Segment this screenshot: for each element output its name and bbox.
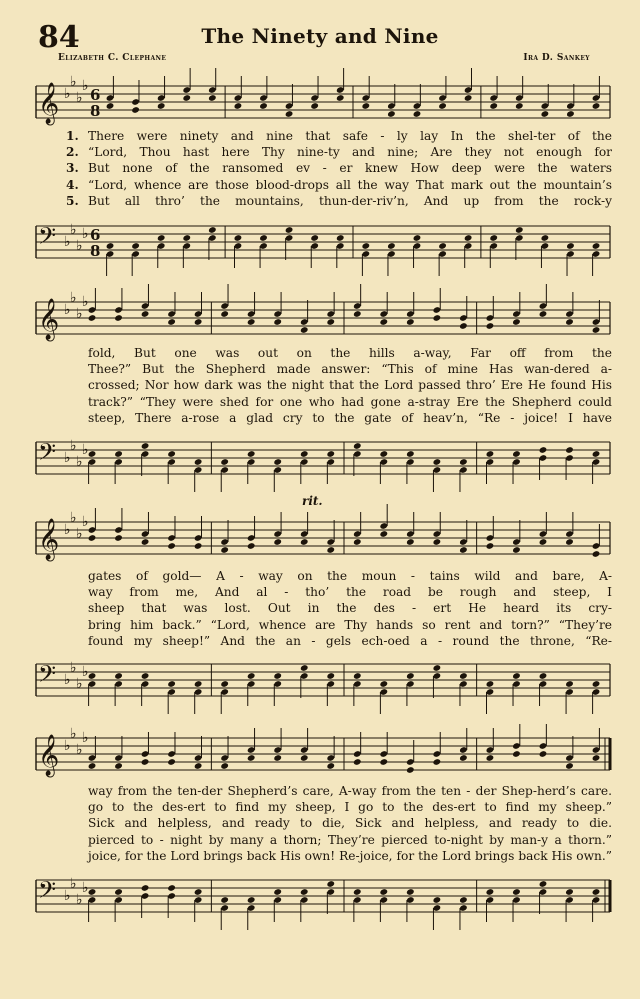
lyric-line: fold, But one was out on the hills a-way, Far off from the xyxy=(88,346,612,360)
lyric-line: track?” “They were shed for one who had gone a-stray Ere the Shepherd could xyxy=(88,394,612,409)
note-head xyxy=(326,672,335,680)
note-head xyxy=(379,530,388,538)
note-head xyxy=(433,896,442,904)
note-head xyxy=(539,310,548,318)
note-head xyxy=(592,450,601,458)
flat-icon: ♭ xyxy=(70,876,77,892)
note-head xyxy=(379,680,388,688)
flat-icon: ♭ xyxy=(76,742,83,758)
note-head xyxy=(539,446,548,454)
flat-icon: ♭ xyxy=(82,880,89,896)
note-head xyxy=(157,234,166,242)
note-head xyxy=(114,534,123,542)
note-head xyxy=(300,450,309,458)
flat-icon: ♭ xyxy=(82,514,89,530)
note-head xyxy=(336,234,345,242)
treble-clef-icon: 𝄞 xyxy=(38,83,60,124)
note-head xyxy=(459,754,468,762)
flat-icon: ♭ xyxy=(76,306,83,322)
note-head xyxy=(361,102,370,110)
note-head xyxy=(566,110,575,118)
author-credit: Elizabeth C. Clephane xyxy=(58,53,167,63)
time-signature-top: 6 xyxy=(90,226,101,244)
flat-icon: ♭ xyxy=(64,522,71,538)
treble-clef-icon: 𝄞 xyxy=(38,735,60,776)
flat-icon: ♭ xyxy=(76,526,83,542)
note-head xyxy=(273,458,282,466)
note-head xyxy=(379,318,388,326)
flat-icon: ♭ xyxy=(76,454,83,470)
lyrics-system-1 xyxy=(66,128,612,209)
note-head xyxy=(208,94,217,102)
note-head xyxy=(220,762,229,770)
note-head xyxy=(141,310,150,318)
note-head xyxy=(406,766,415,774)
note-head xyxy=(157,102,166,110)
treble-staff-system-1 xyxy=(0,72,640,134)
note-head xyxy=(300,754,309,762)
note-head xyxy=(114,450,123,458)
note-head xyxy=(433,314,442,322)
note-head xyxy=(234,102,243,110)
note-head xyxy=(512,888,521,896)
note-head xyxy=(486,754,495,762)
bass-clef-icon: 𝄢 xyxy=(38,438,57,471)
note-head xyxy=(326,880,335,888)
note-head xyxy=(273,538,282,546)
note-head xyxy=(300,888,309,896)
bass-staff-system-4 xyxy=(0,866,640,928)
lyrics-system-4 xyxy=(88,783,612,864)
note-head xyxy=(259,234,268,242)
flat-icon: ♭ xyxy=(64,234,71,250)
note-head xyxy=(326,762,335,770)
note-head xyxy=(326,450,335,458)
note-head xyxy=(353,442,362,450)
note-head xyxy=(512,672,521,680)
note-head xyxy=(512,546,521,554)
note-head xyxy=(300,664,309,672)
flat-icon: ♭ xyxy=(70,438,77,454)
note-head xyxy=(379,758,388,766)
lyrics-system-2 xyxy=(88,345,612,426)
note-head xyxy=(379,888,388,896)
flat-icon: ♭ xyxy=(64,450,71,466)
note-head xyxy=(194,888,203,896)
flat-icon: ♭ xyxy=(64,888,71,904)
note-head xyxy=(353,758,362,766)
lyric-line: gates of gold— A - way on the moun - tains wild and bare, A- xyxy=(88,569,612,583)
note-head xyxy=(273,754,282,762)
note-head xyxy=(220,458,229,466)
note-head xyxy=(459,546,468,554)
note-head xyxy=(438,102,447,110)
note-head xyxy=(167,680,176,688)
tempo-marking: rit. xyxy=(302,494,323,508)
note-head xyxy=(433,758,442,766)
note-head xyxy=(539,880,548,888)
flat-icon: ♭ xyxy=(70,726,77,742)
note-head xyxy=(464,94,473,102)
note-head xyxy=(273,318,282,326)
flat-icon: ♭ xyxy=(82,78,89,94)
note-head xyxy=(512,750,521,758)
bass-staff-system-3 xyxy=(0,650,640,712)
note-head xyxy=(247,318,256,326)
lyrics-system-3 xyxy=(88,568,612,649)
note-head xyxy=(565,538,574,546)
note-head xyxy=(167,758,176,766)
lyric-line: way from me, And al - tho’ the road be rough and steep, I xyxy=(88,585,612,600)
note-head xyxy=(486,450,495,458)
note-head xyxy=(566,242,575,250)
note-head xyxy=(541,110,550,118)
time-signature-bottom: 8 xyxy=(90,102,101,120)
flat-icon: ♭ xyxy=(76,238,83,254)
note-head xyxy=(141,538,150,546)
note-head xyxy=(208,226,217,234)
note-head xyxy=(300,326,309,334)
note-head xyxy=(592,242,601,250)
treble-staff-system-2 xyxy=(0,288,640,350)
note-head xyxy=(88,762,97,770)
flat-icon: ♭ xyxy=(64,738,71,754)
page-number: 84 xyxy=(38,20,80,55)
note-head xyxy=(565,888,574,896)
note-head xyxy=(88,314,97,322)
note-head xyxy=(592,888,601,896)
note-head xyxy=(247,450,256,458)
note-head xyxy=(406,888,415,896)
flat-icon: ♭ xyxy=(70,222,77,238)
treble-staff-system-3 xyxy=(0,508,640,570)
note-head xyxy=(88,672,97,680)
flat-icon: ♭ xyxy=(64,86,71,102)
note-head xyxy=(141,442,150,450)
note-head xyxy=(406,672,415,680)
note-head xyxy=(489,234,498,242)
note-head xyxy=(326,546,335,554)
note-head xyxy=(541,234,550,242)
note-head xyxy=(247,542,256,550)
note-head xyxy=(88,888,97,896)
lyric-line: Thee?” But the Shepherd made answer: “This of mine Has wan-dered a- xyxy=(88,362,612,377)
note-head xyxy=(379,450,388,458)
note-head xyxy=(413,110,422,118)
note-head xyxy=(131,242,140,250)
note-head xyxy=(194,458,203,466)
flat-icon: ♭ xyxy=(70,74,77,90)
lyric-line: sheep that was lost. Out in the des - ert He heard its cry- xyxy=(88,601,612,616)
flat-icon: ♭ xyxy=(70,290,77,306)
note-head xyxy=(592,754,601,762)
note-head xyxy=(310,102,319,110)
lyric-line: joice, for the Lord brings back His own! Re-joice, for the Lord brings back His own.” xyxy=(88,848,612,863)
lyric-line: 4. “Lord, whence are those blood-drops all the way That mark out the mountain’s xyxy=(66,177,612,192)
note-head xyxy=(486,542,495,550)
note-head xyxy=(539,750,548,758)
note-head xyxy=(182,94,191,102)
note-head xyxy=(433,664,442,672)
note-head xyxy=(141,758,150,766)
bass-staff-system-2 xyxy=(0,428,640,490)
note-head xyxy=(131,106,140,114)
note-head xyxy=(106,102,115,110)
lyric-line: 3. But none of the ransomed ev - er knew How deep were the waters xyxy=(66,161,612,176)
flat-icon: ♭ xyxy=(82,730,89,746)
note-head xyxy=(592,102,601,110)
note-head xyxy=(565,680,574,688)
lyric-line: 5. But all thro’ the mountains, thun-der-riv’n, And up from the rock-y xyxy=(66,193,612,208)
note-head xyxy=(387,242,396,250)
note-head xyxy=(273,672,282,680)
note-head xyxy=(88,534,97,542)
note-head xyxy=(486,888,495,896)
note-head xyxy=(273,888,282,896)
note-head xyxy=(565,762,574,770)
note-head xyxy=(361,242,370,250)
flat-icon: ♭ xyxy=(82,226,89,242)
note-head xyxy=(592,680,601,688)
lyric-line: pierced to - night by many a thorn; They’re pierced to-night by man-y a thorn.” xyxy=(88,832,612,847)
flat-icon: ♭ xyxy=(64,302,71,318)
note-head xyxy=(539,672,548,680)
note-head xyxy=(167,450,176,458)
note-head xyxy=(433,458,442,466)
note-head xyxy=(259,102,268,110)
note-head xyxy=(565,446,574,454)
note-head xyxy=(182,234,191,242)
note-head xyxy=(326,318,335,326)
bass-clef-icon: 𝄢 xyxy=(38,876,57,909)
note-head xyxy=(539,538,548,546)
note-head xyxy=(565,318,574,326)
treble-clef-icon: 𝄞 xyxy=(38,519,60,560)
note-head xyxy=(194,680,203,688)
note-head xyxy=(486,680,495,688)
note-head xyxy=(512,318,521,326)
note-head xyxy=(459,896,468,904)
note-head xyxy=(413,234,422,242)
note-head xyxy=(234,234,243,242)
lyric-line: bring him back.” “Lord, whence are Thy hands so rent and torn?” “They’re xyxy=(88,617,612,632)
lyric-line: steep, There a-rose a glad cry to the gate of heav’n, “Re - joice! I have xyxy=(88,410,612,425)
note-head xyxy=(515,102,524,110)
time-signature-bottom: 8 xyxy=(90,242,101,260)
note-head xyxy=(300,538,309,546)
lyric-line: Sick and helpless, and ready to die, Sick and helpless, and ready to die. xyxy=(88,816,612,831)
lyric-line: 1. There were ninety and nine that safe - ly lay In the shel-ter of the xyxy=(66,129,612,143)
lyric-line: way from the ten-der Shepherd’s care, A-way from the ten - der Shep-herd’s care. xyxy=(88,784,612,798)
note-head xyxy=(459,322,468,330)
composer-credit: Ira D. Sankey xyxy=(523,53,590,63)
note-head xyxy=(353,310,362,318)
note-head xyxy=(285,110,294,118)
note-head xyxy=(247,754,256,762)
note-head xyxy=(285,226,294,234)
flat-icon: ♭ xyxy=(76,892,83,908)
note-head xyxy=(515,226,524,234)
flat-icon: ♭ xyxy=(82,664,89,680)
note-head xyxy=(114,314,123,322)
note-head xyxy=(512,450,521,458)
note-head xyxy=(220,896,229,904)
hymn-title: The Ninety and Nine xyxy=(201,24,439,48)
flat-icon: ♭ xyxy=(70,660,77,676)
note-head xyxy=(353,538,362,546)
note-head xyxy=(167,542,176,550)
note-head xyxy=(459,672,468,680)
note-head xyxy=(88,450,97,458)
note-head xyxy=(106,242,115,250)
time-signature-top: 6 xyxy=(90,86,101,104)
note-head xyxy=(141,672,150,680)
flat-icon: ♭ xyxy=(82,442,89,458)
note-head xyxy=(387,110,396,118)
note-head xyxy=(486,322,495,330)
treble-staff-system-4 xyxy=(0,724,640,786)
note-head xyxy=(220,680,229,688)
note-head xyxy=(114,762,123,770)
flat-icon: ♭ xyxy=(82,294,89,310)
note-head xyxy=(167,318,176,326)
note-head xyxy=(406,538,415,546)
note-head xyxy=(406,450,415,458)
note-head xyxy=(114,672,123,680)
flat-icon: ♭ xyxy=(76,676,83,692)
note-head xyxy=(167,884,176,892)
note-head xyxy=(194,318,203,326)
note-head xyxy=(353,672,362,680)
note-head xyxy=(114,888,123,896)
treble-clef-icon: 𝄞 xyxy=(38,299,60,340)
note-head xyxy=(310,234,319,242)
note-head xyxy=(353,888,362,896)
lyric-line: go to the des-ert to find my sheep, I go to the des-ert to find my sheep.” xyxy=(88,800,612,815)
note-head xyxy=(220,546,229,554)
note-head xyxy=(194,762,203,770)
note-head xyxy=(592,550,601,558)
note-head xyxy=(141,884,150,892)
flat-icon: ♭ xyxy=(64,672,71,688)
note-head xyxy=(459,458,468,466)
note-head xyxy=(336,94,345,102)
note-head xyxy=(406,318,415,326)
note-head xyxy=(592,326,601,334)
flat-icon: ♭ xyxy=(70,510,77,526)
note-head xyxy=(464,234,473,242)
bass-clef-icon: 𝄢 xyxy=(38,222,57,255)
lyric-line: found my sheep!” And the an - gels ech-oed a - round the throne, “Re- xyxy=(88,633,612,648)
note-head xyxy=(194,542,203,550)
note-head xyxy=(433,538,442,546)
flat-icon: ♭ xyxy=(76,90,83,106)
bass-clef-icon: 𝄢 xyxy=(38,660,57,693)
note-head xyxy=(247,672,256,680)
note-head xyxy=(489,102,498,110)
bass-staff-system-1 xyxy=(0,212,640,274)
note-head xyxy=(438,242,447,250)
lyric-line: 2. “Lord, Thou hast here Thy nine-ty and nine; Are they not enough for xyxy=(66,145,612,160)
note-head xyxy=(220,310,229,318)
lyric-line: crossed; Nor how dark was the night that the Lord passed thro’ Ere He found His xyxy=(88,378,612,393)
note-head xyxy=(247,896,256,904)
